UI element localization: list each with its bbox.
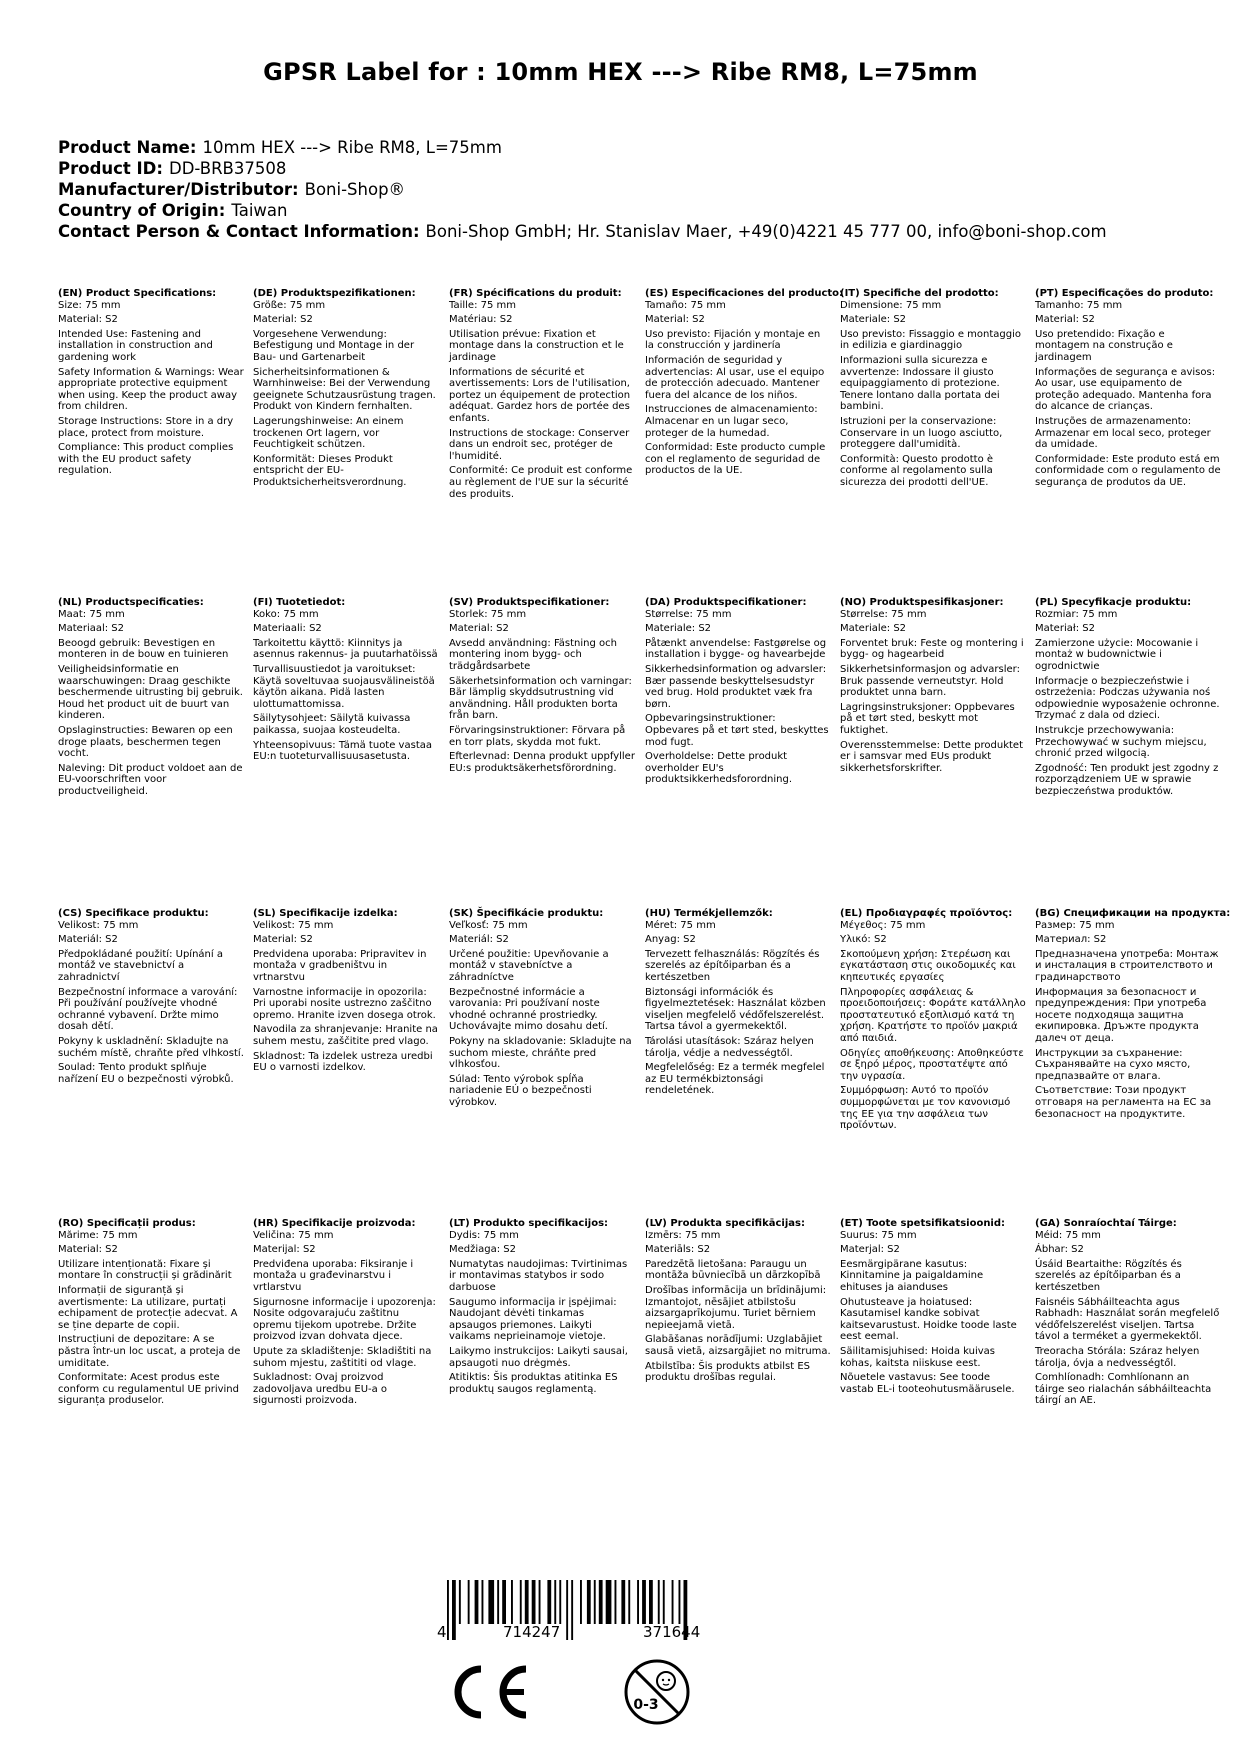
spec-size: Größe: 75 mm [253,299,326,311]
spec-paragraph: Πληροφορίες ασφάλειας & προειδοποιήσεις: Φοράτε κατάλληλο προστατευτικό εξοπλισμό κατά τη χρήση. Κρατήστε το προϊόν μακριά από παιδιά. [840,986,1026,1044]
spec-header: (PL) Specyfikacje produktu: [1035,597,1192,608]
spec-header: (LV) Produkta specifikācijas: [645,1218,805,1229]
info-row [58,221,1107,242]
spec-paragraph: Yhteensopivuus: Tämä tuote vastaa EU:n tuoteturvallisuusasetusta. [253,739,432,763]
info-label: Country of Origin: [58,201,226,220]
info-value: Boni-Shop® [304,180,406,199]
spec-paragraph: Biztonsági információk és figyelmeztetések: Használat közben viseljen megfelelő védőfelszerelést. Tartsa távol a gyermekektől. [645,986,826,1033]
spec-paragraph: Predvidena uporaba: Pripravitev in montaža v gradbeništvu in vrtnarstvu [253,948,427,983]
spec-paragraph: Saugumo informacija ir įspėjimai: Naudojant dėvėti tinkamas apsaugos priemones. Laikyti vaikams neprieinamoje vietoje. [449,1296,617,1343]
spec-material: Medžiaga: S2 [449,1244,517,1256]
spec-material: Materiale: S2 [840,314,907,326]
spec-paragraph: Zgodność: Ten produkt jest zgodny z rozporządzeniem UE w sprawie bezpieczeństwa produktów. [1035,762,1219,797]
spec-size: Velikost: 75 mm [58,919,139,931]
spec-paragraph: Instructions de stockage: Conserver dans un endroit sec, protéger de l'humidité. [449,427,630,462]
spec-section [58,1218,244,1407]
spec-size: Tamanho: 75 mm [1035,299,1123,311]
spec-paragraph: Konformität: Dieses Produkt entspricht der EU-Produktsicherheitsverordnung. [253,453,407,488]
spec-paragraph: Uso previsto: Fijación y montaje en la construcción y jardinería [645,328,821,352]
spec-paragraph: Skladnost: Ta izdelek ustreza uredbi EU o varnosti izdelkov. [253,1050,433,1074]
spec-paragraph: Istruzioni per la conservazione: Conservare in un luogo asciutto, proteggere dall'umidità. [840,415,1003,451]
spec-paragraph: Säilitamisjuhised: Hoida kuivas kohas, kaitsta niiskuse eest. [840,1345,996,1369]
age-label: 0-3 [633,1697,659,1713]
spec-section [58,908,244,1085]
spec-paragraph: Conformidad: Este producto cumple con el reglamento de seguridad de productos de la UE. [645,442,826,477]
spec-header: (FR) Spécifications du produit: [449,288,622,299]
spec-header: (SV) Produktspecifikationer: [449,597,610,608]
info-label: Manufacturer/Distributor: [58,180,299,199]
spec-paragraph: Säilytysohjeet: Säilytä kuivassa paikassa, suojaa kosteudelta. [253,713,411,736]
spec-paragraph: Určené použitie: Upevňovanie a montáž v stavebníctve a záhradníctve [449,948,609,983]
spec-paragraph: Eesmärgipärane kasutus: Kinnitamine ja paigaldamine ehituses ja aianduses [840,1258,984,1293]
spec-material: Material: S2 [58,1244,118,1256]
spec-material: Anyag: S2 [645,934,696,946]
spec-paragraph: Informacje o bezpieczeństwie i ostrzeżenia: Podczas używania noś odpowiednie wyposażenie ochronne. Trzymać z dala od dzieci. [1035,675,1220,722]
spec-paragraph: Съответствие: Този продукт отговаря на регламента на ЕС за безопасност на продуктите. [1035,1085,1212,1120]
info-row [58,137,1107,158]
spec-section [840,908,1026,1132]
spec-paragraph: Bezpečnostní informace a varování: Při používání používejte vhodné ochranné vybavení. Držte mimo dosah dětí. [58,986,238,1033]
spec-paragraph: Uso pretendido: Fixação e montagem na construção e jardinagem [1035,328,1173,363]
spec-header: (SL) Specifikacije izdelka: [253,908,398,919]
spec-material: Υλικό: S2 [840,934,887,946]
spec-size: Veľkosť: 75 mm [449,919,528,931]
spec-paragraph: Drošības informācija un brīdinājumi: Izmantojot, nēsājiet atbilstošu aizsargaprīkojumu. Turiet bērniem nepieejamā vietā. [645,1284,827,1331]
spec-size: Μέγεθος: 75 mm [840,919,926,931]
spec-paragraph: Storage Instructions: Store in a dry place, protect from moisture. [58,415,234,439]
spec-size: Velikost: 75 mm [253,919,334,931]
spec-paragraph: Conformité: Ce produit est conforme au règlement de l'UE sur la sécurité des produits. [449,465,633,500]
barcode-left-digits: 714247 [503,1623,561,1641]
spec-header: (SK) Špecifikácie produktu: [449,908,604,919]
spec-header: (BG) Спецификации на продукта: [1035,908,1231,919]
spec-paragraph: Upute za skladištenje: Skladištiti na suhom mjestu, zaštititi od vlage. [253,1345,432,1369]
info-value: DD-BRB37508 [168,159,287,178]
spec-paragraph: Conformitate: Acest produs este conform cu regulamentul UE privind siguranța produselor. [58,1372,239,1407]
spec-material: Materiaal: S2 [58,623,125,635]
spec-section [449,1218,635,1395]
spec-section [645,288,844,477]
spec-paragraph: Lagringsinstruksjoner: Oppbevares på et tørt sted, beskytt mot fuktighet. [840,701,1015,736]
spec-header: (ET) Toote spetsifikatsioonid: [840,1218,1006,1229]
spec-paragraph: Instrukcje przechowywania: Przechowywać w suchym miejscu, chronić przed wilgocią. [1035,724,1207,760]
spec-paragraph: Sicherheitsinformationen & Warnhinweise: Bei der Verwendung geeignete Schutzausrüstung tragen. Produkt von Kindern fernhalten. [253,366,436,413]
spec-size: Størrelse: 75 mm [645,608,732,620]
spec-paragraph: Informazioni sulla sicurezza e avvertenze: Indossare il giusto equipaggiamento di protezione. Tenere lontano dalla portata dei bambini. [840,354,1000,413]
spec-paragraph: Instrucciones de almacenamiento: Almacenar en un lugar seco, proteger de la humedad. [645,404,818,439]
spec-section [449,597,635,774]
spec-section [840,288,1026,489]
spec-size: Size: 75 mm [58,299,121,311]
info-label: Contact Person & Contact Information: [58,222,420,241]
spec-section [58,288,244,477]
spec-paragraph: Zamierzone użycie: Mocowanie i montaż w budownictwie i ogrodnictwie [1035,637,1199,672]
info-value: Taiwan [231,201,288,220]
spec-section [840,1218,1026,1395]
spec-paragraph: Conformidade: Este produto está em conformidade com o regulamento de segurança de produtos da UE. [1035,453,1221,488]
spec-material: Materiál: S2 [449,934,509,946]
spec-paragraph: Informations de sécurité et avertissements: Lors de l'utilisation, portez un équipement de protection adéquat. Gardez hors de portée des enfants. [449,366,631,424]
spec-header: (GA) Sonraíochtaí Táirge: [1035,1218,1177,1229]
spec-paragraph: Pokyny k uskladnění: Skladujte na suchém místě, chraňte před vlhkostí. [58,1035,244,1059]
spec-paragraph: Ohutusteave ja hoiatused: Kasutamisel kandke sobivat kaitsevarustust. Hoidke toode laste eest eemal. [840,1296,1017,1343]
spec-header: (HU) Termékjellemzők: [645,908,773,919]
spec-paragraph: Súlad: Tento výrobok spĺňa nariadenie EÚ o bezpečnosti výrobkov. [449,1073,592,1108]
spec-material: Material: S2 [1035,314,1095,326]
spec-paragraph: Safety Information & Warnings: Wear appropriate protective equipment when using. Keep the product away from children. [58,366,244,413]
spec-paragraph: Megfelelőség: Ez a termék megfelel az EU termékbiztonsági rendeletének. [645,1062,825,1097]
spec-paragraph: Uso previsto: Fissaggio e montaggio in edilizia e giardinaggio [840,328,1022,352]
spec-size: Rozmiar: 75 mm [1035,608,1118,620]
spec-header: (PT) Especificações do produto: [1035,288,1214,299]
spec-material: Materiał: S2 [1035,623,1095,635]
spec-section [645,597,831,786]
spec-section [1035,288,1221,489]
spec-section [58,597,244,798]
spec-paragraph: Instruções de armazenamento: Armazenar em local seco, proteger da umidade. [1035,415,1211,451]
spec-paragraph: Atitiktis: Šis produktas atitinka ES produktų saugos reglamentą. [449,1372,618,1395]
spec-paragraph: Förvaringsinstruktioner: Förvara på en torr plats, skydda mot fukt. [449,724,626,748]
spec-paragraph: Información de seguridad y advertencias: Al usar, use el equipo de protección adecuado. Mantener fuera del alcance de los niños. [645,354,825,401]
spec-paragraph: Σκοπούμενη χρήση: Στερέωση και εγκατάσταση στις οικοδομικές και κηπευτικές εργασίες [840,948,1016,983]
spec-paragraph: Инструкции за съхранение: Съхранявайте на сухо място, предпазвайте от влага. [1035,1047,1191,1082]
info-label: Product ID: [58,159,163,178]
info-row [58,179,1107,200]
spec-paragraph: Informações de segurança e avisos: Ao usar, use equipamento de proteção adequado. Mantenha fora do alcance de crianças. [1035,366,1216,413]
spec-header: (LT) Produkto specifikacijos: [449,1218,609,1229]
spec-material: Material: S2 [58,314,118,326]
spec-section [1035,1218,1221,1407]
spec-section [1035,908,1231,1120]
spec-header: (CS) Specifikace produktu: [58,908,209,919]
spec-section [1035,597,1221,798]
info-value: Boni-Shop GmbH; Hr. Stanislav Maer, +49(0)4221 45 777 00, info@boni-shop.com [425,222,1107,241]
spec-paragraph: Avsedd användning: Fästning och montering inom bygg- och trädgårdsarbete [449,637,617,672]
spec-paragraph: Glabāšanas norādījumi: Uzglabājiet sausā vietā, aizsargājiet no mitruma. [645,1334,831,1357]
spec-header: (EL) Προδιαγραφές προϊόντος: [840,908,1013,919]
spec-header: (FI) Tuotetiedot: [253,597,346,608]
spec-paragraph: Pokyny na skladovanie: Skladujte na suchom mieste, chráňte pred vlhkosťou. [449,1035,632,1071]
spec-paragraph: Påtænkt anvendelse: Fastgørelse og installation i bygge- og havearbejde [645,637,827,661]
spec-paragraph: Tarkoitettu käyttö: Kiinnitys ja asennus rakennus- ja puutarhatöissä [253,637,438,661]
spec-paragraph: Veiligheidsinformatie en waarschuwingen: Draag geschikte beschermende uitrusting bij gebruik. Houd het product uit de buurt van kinderen. [58,663,243,722]
spec-header: (DE) Produktspezifikationen: [253,288,416,299]
spec-size: Izmērs: 75 mm [645,1229,721,1241]
spec-paragraph: Beoogd gebruik: Bevestigen en monteren in de bouw en tuinieren [58,637,229,661]
spec-size: Suurus: 75 mm [840,1229,917,1241]
spec-paragraph: Предназначена употреба: Монтаж и инсталация в строителството и градинарството [1035,948,1219,983]
spec-paragraph: Overholdelse: Dette produkt overholder EU's produktsikkerhedsforordning. [645,751,793,786]
spec-paragraph: Sikkerhetsinformasjon og advarsler: Bruk passende verneutstyr. Hold produktet unna barn. [840,663,1020,699]
spec-paragraph: Compliance: This product complies with the EU product safety regulation. [58,442,234,477]
spec-paragraph: Opslaginstructies: Bewaren op een droge plaats, beschermen tegen vocht. [58,724,233,760]
spec-paragraph: Predviđena uporaba: Fiksiranje i montaža u građevinarstvu i vrtlarstvu [253,1258,414,1293]
spec-paragraph: Varnostne informacije in opozorila: Pri uporabi nosite ustrezno zaščitno opremo. Hranite izven dosega otrok. [253,986,436,1021]
spec-paragraph: Intended Use: Fastening and installation in construction and gardening work [58,328,213,363]
spec-material: Material: S2 [253,314,313,326]
spec-paragraph: Sigurnosne informacije i upozorenja: Nosite odgovarajuću zaštitnu opremu tijekom upotrebe. Držite proizvod izvan dohvata djece. [253,1296,436,1343]
spec-paragraph: Sikkerhedsinformation og advarsler: Bær passende beskyttelsesudstyr ved brug. Hold produktet væk fra børn. [645,663,827,710]
spec-paragraph: Tervezett felhasználás: Rögzítés és szerelés az építőiparban és a kertészetben [645,948,820,983]
spec-material: Ábhar: S2 [1035,1244,1084,1256]
barcode-icon [437,1578,747,1664]
spec-paragraph: Numatytas naudojimas: Tvirtinimas ir montavimas statybos ir sodo darbuose [449,1258,628,1293]
spec-paragraph: Efterlevnad: Denna produkt uppfyller EU:s produktsäkerhetsförordning. [449,751,635,774]
spec-section [253,1218,439,1407]
spec-size: Dimensione: 75 mm [840,299,942,311]
spec-material: Material: S2 [449,623,509,635]
spec-size: Storlek: 75 mm [449,608,527,620]
spec-paragraph: Soulad: Tento produkt splňuje nařízení EU o bezpečnosti výrobků. [58,1062,234,1085]
spec-paragraph: Předpokládané použití: Upínání a montáž ve stavebnictví a zahradnictví [58,948,223,983]
spec-paragraph: Utilisation prévue: Fixation et montage dans la construction et le jardinage [449,328,624,363]
spec-paragraph: Instrucțiuni de depozitare: A se păstra într-un loc uscat, a proteja de umiditate. [58,1334,241,1369]
spec-paragraph: Comhlíonadh: Comhlíonann an táirge seo rialachán sábháilteachta táirgí an AE. [1035,1372,1212,1407]
spec-paragraph: Paredzētā lietošana: Paraugu un montāža būvniecībā un dārzkopībā [645,1258,821,1282]
spec-paragraph: Atbilstība: Šis produkts atbilst ES produktu drošības regulai. [645,1360,811,1384]
spec-header: (NO) Produktspesifikasjoner: [840,597,1004,608]
spec-section [645,1218,831,1384]
spec-paragraph: Lagerungshinweise: An einem trockenen Ort lagern, vor Feuchtigkeit schützen. [253,415,404,451]
spec-size: Méret: 75 mm [645,919,716,931]
spec-paragraph: Sukladnost: Ovaj proizvod zadovoljava uredbu EU-a o sigurnosti proizvoda. [253,1372,388,1407]
info-value: 10mm HEX ---> Ribe RM8, L=75mm [202,138,502,157]
barcode-right-digits: 371644 [643,1623,701,1641]
spec-section [645,908,831,1097]
spec-header: (RO) Specificații produs: [58,1218,196,1229]
spec-material: Material: S2 [253,934,313,946]
spec-material: Materiāls: S2 [645,1244,711,1256]
spec-header: (EN) Product Specifications: [58,288,217,299]
spec-paragraph: Úsáid Beartaithe: Rögzítés és szerelés az építőiparban és a kertészetben [1035,1258,1182,1293]
spec-paragraph: Overensstemmelse: Dette produktet er i samsvar med EUs produkt sikkerhetsforskrifter. [840,739,1023,774]
spec-material: Matériau: S2 [449,314,513,326]
spec-paragraph: Forventet bruk: Feste og montering i bygg- og hagearbeid [840,637,1024,661]
barcode-lead-digit: 4 [437,1623,447,1641]
spec-size: Maat: 75 mm [58,608,125,620]
spec-header: (ES) Especificaciones del producto: [645,288,844,299]
spec-paragraph: Συμμόρφωση: Αυτό το προϊόν συμμορφώνεται με τον κανονισμό της ΕΕ για την ασφάλεια των προϊόντων. [840,1085,1011,1132]
spec-paragraph: Navodila za shranjevanje: Hranite na suhem mestu, zaščitite pred vlago. [253,1024,438,1047]
spec-paragraph: Laikymo instrukcijos: Laikyti sausai, apsaugoti nuo drėgmės. [449,1345,628,1369]
spec-header: (DA) Produktspecifikationer: [645,597,807,608]
spec-header: (NL) Productspecificaties: [58,597,204,608]
spec-material: Materiaali: S2 [253,623,322,635]
spec-material: Materiale: S2 [645,623,712,635]
spec-size: Méid: 75 mm [1035,1229,1101,1241]
spec-section [840,597,1026,774]
info-row [58,200,1107,221]
spec-paragraph: Opbevaringsinstruktioner: Opbevares på et tørt sted, beskyttes mod fugt. [645,713,829,748]
spec-paragraph: Turvallisuustiedot ja varoitukset: Käytä soveltuvaa suojausvälineistöä käytön aikana. Pidä lasten ulottumattomissa. [253,663,435,710]
spec-size: Størrelse: 75 mm [840,608,927,620]
spec-paragraph: Informații de siguranță și avertismente: La utilizare, purtați echipament de protecție adecvat. A se ține departe de copii. [58,1284,238,1331]
info-row [58,158,1107,179]
spec-material: Materiale: S2 [840,623,907,635]
info-label: Product Name: [58,138,197,157]
spec-size: Koko: 75 mm [253,608,319,620]
spec-section [253,597,439,763]
spec-paragraph: Säkerhetsinformation och varningar: Bär lämplig skyddsutrustning vid användning. Håll produkten borta från barn. [449,675,632,722]
spec-paragraph: Conformità: Questo prodotto è conforme al regolamento sulla sicurezza dei prodotti dell'UE. [840,453,994,488]
spec-material: Materijal: S2 [253,1244,316,1256]
spec-section [449,288,635,500]
spec-material: Materjal: S2 [840,1244,900,1256]
spec-size: Mărime: 75 mm [58,1229,138,1241]
spec-size: Veličina: 75 mm [253,1229,334,1241]
age-restriction-0-3-icon [622,1657,692,1727]
spec-paragraph: Naleving: Dit product voldoet aan de EU-voorschriften voor productveiligheid. [58,762,243,797]
spec-header: (IT) Specifiche del prodotto: [840,288,999,299]
spec-section [253,908,439,1074]
spec-size: Dydis: 75 mm [449,1229,519,1241]
spec-size: Tamaño: 75 mm [645,299,726,311]
spec-section [253,288,439,489]
spec-size: Taille: 75 mm [449,299,517,311]
spec-paragraph: Информация за безопасност и предупреждения: При употреба носете подходяща защитна екипировка. Дръжте продукта далеч от деца. [1035,986,1207,1044]
spec-paragraph: Treoracha Stórála: Száraz helyen tárolja, óvja a nedvességtől. [1035,1345,1200,1369]
spec-paragraph: Tárolási utasítások: Száraz helyen tárolja, védje a nedvességtől. [645,1035,814,1059]
page-title: GPSR Label for : 10mm HEX ---> Ribe RM8, L=75mm [263,58,978,86]
product-info [58,137,1107,242]
spec-paragraph: Οδηγίες αποθήκευσης: Αποθηκεύστε σε ξηρό μέρος, προστατέψτε από την υγρασία. [840,1047,1024,1082]
spec-size: Размер: 75 mm [1035,919,1115,931]
spec-paragraph: Vorgesehene Verwendung: Befestigung und Montage in der Bau- und Gartenarbeit [253,328,415,363]
spec-paragraph: Bezpečnostné informácie a varovania: Pri používaní noste vhodné ochranné prostriedky. Uchovávajte mimo dosahu detí. [449,986,608,1033]
spec-section [449,908,635,1109]
spec-paragraph: Utilizare intenționată: Fixare și montare în construcții și grădinărit [58,1258,232,1282]
spec-material: Material: S2 [645,314,705,326]
spec-header: (HR) Specifikacije proizvoda: [253,1218,416,1229]
spec-material: Materiál: S2 [58,934,118,946]
spec-material: Материал: S2 [1035,934,1107,946]
spec-paragraph: Nõuetele vastavus: See toode vastab EL-i tooteohutusmäärusele. [840,1372,1015,1395]
spec-paragraph: Faisnéis Sábháilteachta agus Rabhadh: Használat során megfelelő védőfelszerelést viseljen. Tartsa távol a terméket a gyermekektől. [1035,1296,1220,1343]
ce-mark-icon [450,1663,532,1721]
